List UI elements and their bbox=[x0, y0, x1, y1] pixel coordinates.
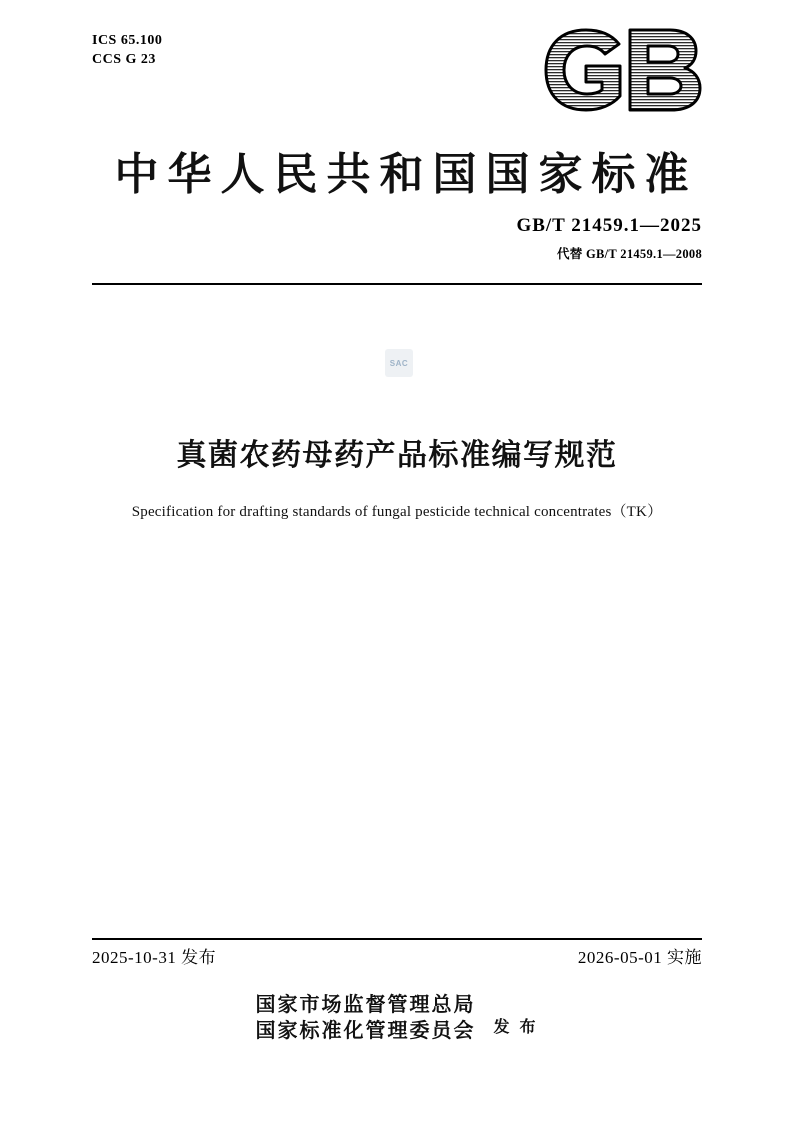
ccs-code: CCS G 23 bbox=[92, 52, 156, 67]
sac-watermark-icon: SAC bbox=[385, 349, 413, 377]
gb-emblem-icon bbox=[540, 24, 708, 116]
ics-code: ICS 65.100 bbox=[92, 33, 163, 48]
document-title-chinese: 真菌农药母药产品标准编写规范 bbox=[176, 439, 618, 472]
standard-number: GB/T 21459.1—2025 bbox=[516, 215, 702, 236]
divider-bottom bbox=[92, 938, 702, 940]
publisher-block bbox=[0, 992, 794, 1044]
issue-date: 2025-10-31 发布 bbox=[92, 948, 217, 967]
classification-block bbox=[92, 31, 162, 69]
document-title-english: Specification for drafting standards of fungal pesticide technical concentrates（TK） bbox=[131, 504, 663, 520]
publisher-line-2: 国家标准化管理委员会 bbox=[255, 1020, 476, 1042]
standard-replaces: 代替 GB/T 21459.1—2008 bbox=[556, 247, 702, 261]
national-standard-title: 中华人民共和国国家标准 bbox=[114, 150, 698, 199]
divider-top bbox=[92, 283, 702, 285]
publisher-names bbox=[255, 992, 475, 1044]
publisher-action-label: 发 布 bbox=[493, 1018, 539, 1036]
publisher-line-1: 国家市场监督管理总局 bbox=[255, 994, 476, 1016]
effective-date: 2026-05-01 实施 bbox=[577, 948, 702, 967]
